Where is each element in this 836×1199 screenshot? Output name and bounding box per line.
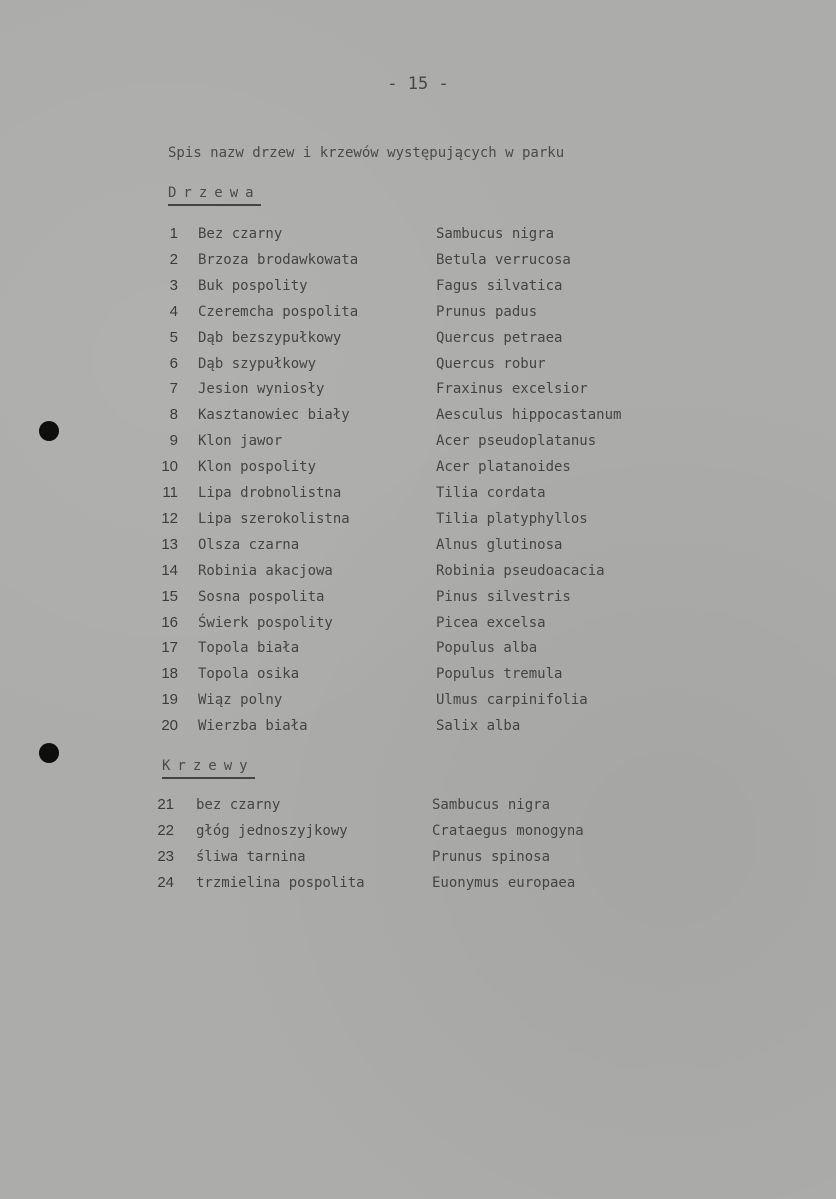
list-item (0, 402, 836, 428)
latin-name: Alnus glutinosa (436, 536, 563, 553)
latin-name: Salix alba (436, 718, 521, 735)
polish-name: Wierzba biała (198, 718, 308, 735)
list-item (0, 299, 836, 325)
list-item (0, 221, 836, 247)
polish-name: Dąb szypułkowy (198, 355, 317, 372)
polish-name: Dąb bezszypułkowy (198, 329, 342, 346)
polish-name: bez czarny (196, 797, 281, 813)
polish-name: Topola osika (198, 666, 300, 683)
polish-name: Kasztanowiec biały (198, 407, 350, 424)
latin-name: Robinia pseudoacacia (436, 562, 605, 579)
latin-name: Sambucus nigra (432, 797, 551, 813)
latin-name: Crataegus monogyna (432, 823, 584, 839)
list-item (0, 661, 836, 687)
item-number: 11 (162, 484, 178, 501)
list-item (0, 480, 836, 506)
punch-hole-lower (39, 743, 59, 763)
latin-name: Euonymus europaea (432, 875, 576, 891)
latin-name: Fraxinus excelsior (436, 381, 588, 398)
item-number: 15 (161, 587, 178, 605)
polish-name: Klon jawor (198, 433, 283, 450)
item-number: 17 (161, 639, 178, 657)
list-item (0, 454, 836, 480)
list-item (0, 792, 836, 818)
item-number: 8 (169, 406, 178, 424)
latin-name: Pinus silvestris (436, 588, 571, 605)
list-item (0, 273, 836, 299)
list-item (0, 844, 836, 870)
list-item (0, 506, 836, 532)
list-item (0, 376, 836, 402)
polish-name: trzmielina pospolita (196, 875, 365, 891)
latin-name: Quercus petraea (436, 329, 563, 346)
page-number: - 15 - (387, 74, 449, 94)
polish-name: śliwa tarnina (196, 849, 306, 865)
item-number: 2 (169, 250, 178, 268)
latin-name: Aesculus hippocastanum (436, 407, 622, 424)
item-number: 16 (161, 613, 178, 631)
item-number: 5 (169, 328, 178, 346)
latin-name: Prunus spinosa (432, 849, 551, 865)
list-item (0, 635, 836, 661)
polish-name: Jesion wyniosły (198, 381, 325, 398)
polish-name: Bez czarny (198, 226, 283, 242)
list-item (0, 687, 836, 713)
list-item (0, 584, 836, 610)
item-number: 14 (161, 561, 178, 579)
polish-name: Brzoza brodawkowata (198, 251, 359, 268)
list-item (0, 351, 836, 377)
latin-name: Tilia platyphyllos (436, 510, 588, 527)
latin-name: Acer pseudoplatanus (436, 433, 597, 450)
latin-name: Populus tremula (436, 666, 563, 683)
item-number: 4 (169, 302, 178, 320)
item-number: 10 (161, 458, 178, 476)
item-number: 24 (157, 874, 174, 891)
latin-name: Sambucus nigra (436, 226, 555, 242)
item-number: 13 (161, 535, 178, 553)
list-item (0, 558, 836, 584)
polish-name: Olsza czarna (198, 536, 300, 553)
polish-name: Świerk pospolity (198, 614, 333, 631)
latin-name: Quercus robur (436, 355, 546, 372)
polish-name: głóg jednoszyjkowy (196, 823, 348, 839)
polish-name: Klon pospolity (198, 459, 317, 476)
polish-name: Czeremcha pospolita (198, 303, 359, 320)
polish-name: Buk pospolity (198, 277, 308, 294)
list-item (0, 870, 836, 896)
polish-name: Lipa szerokolistna (198, 510, 350, 527)
latin-name: Acer platanoides (436, 459, 571, 476)
section-title-trees: Drzewa (168, 185, 261, 206)
latin-name: Populus alba (436, 640, 538, 657)
item-number: 23 (157, 848, 174, 865)
item-number: 22 (157, 822, 174, 839)
list-item (0, 325, 836, 351)
polish-name: Robinia akacjowa (198, 562, 333, 579)
list-item (0, 428, 836, 454)
section-title-shrubs: Krzewy (162, 758, 255, 779)
polish-name: Wiąz polny (198, 692, 283, 709)
item-number: 12 (161, 509, 178, 527)
item-number: 21 (157, 796, 174, 813)
list-item (0, 713, 836, 739)
item-number: 6 (169, 354, 178, 372)
item-number: 19 (161, 691, 178, 709)
list-item (0, 532, 836, 558)
item-number: 9 (169, 432, 178, 450)
polish-name: Lipa drobnolistna (198, 485, 342, 501)
latin-name: Tilia cordata (436, 485, 546, 501)
list-item (0, 818, 836, 844)
latin-name: Betula verrucosa (436, 251, 571, 268)
latin-name: Prunus padus (436, 303, 538, 320)
latin-name: Picea excelsa (436, 614, 546, 631)
latin-name: Ulmus carpinifolia (436, 692, 588, 709)
item-number: 1 (169, 225, 178, 242)
list-item (0, 610, 836, 636)
polish-name: Sosna pospolita (198, 588, 325, 605)
item-number: 18 (161, 665, 178, 683)
latin-name: Fagus silvatica (436, 277, 563, 294)
item-number: 20 (161, 717, 178, 735)
list-item (0, 247, 836, 273)
item-number: 7 (169, 380, 178, 398)
document-heading: Spis nazw drzew i krzewów występujących w parku (168, 145, 565, 161)
polish-name: Topola biała (198, 640, 300, 657)
item-number: 3 (169, 276, 178, 294)
